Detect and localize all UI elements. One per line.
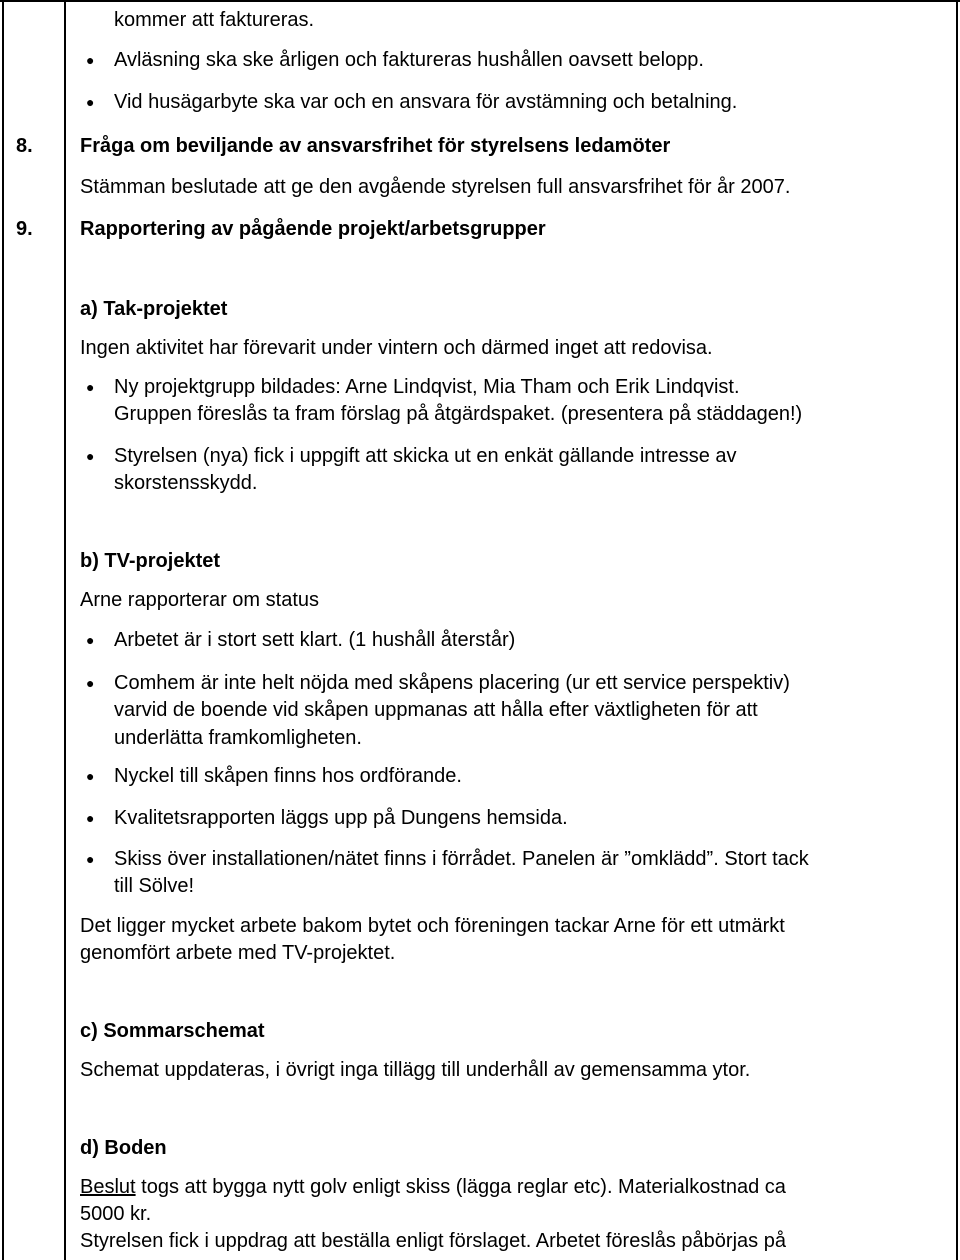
list-item-continued: skorstensskydd.: [114, 472, 258, 494]
paragraph: Det ligger mycket arbete bakom bytet och föreningen tackar Arne för ett utmärkt: [80, 915, 785, 937]
section-title: Fråga om beviljande av ansvarsfrihet för styrelsens ledamöter: [80, 135, 671, 157]
bullet-icon: ●: [86, 810, 95, 826]
paragraph: Ingen aktivitet har förevarit under vintern och därmed inget att redovisa.: [80, 337, 713, 359]
bullet-icon: ●: [86, 94, 95, 110]
paragraph-continued: 5000 kr.: [80, 1203, 152, 1225]
list-item: Styrelsen (nya) fick i uppgift att skicka ut en enkät gällande intresse av: [114, 445, 737, 467]
list-item: Nyckel till skåpen finns hos ordförande.: [114, 765, 462, 787]
table-border-top: [0, 0, 960, 2]
list-item-continued: till Sölve!: [114, 875, 195, 897]
list-item-continued: underlätta framkomligheten.: [114, 727, 362, 749]
list-item: Skiss över installationen/nätet finns i förrådet. Panelen är ”omklädd”. Stort tack: [114, 848, 809, 870]
paragraph: Arne rapporterar om status: [80, 589, 319, 611]
subsection-title: b) TV-projektet: [80, 550, 221, 572]
bullet-icon: ●: [86, 448, 95, 464]
list-item-continued: Gruppen föreslås ta fram förslag på åtgärdspaket. (presentera på städdagen!): [114, 403, 803, 425]
list-item: Kvalitetsrapporten läggs upp på Dungens hemsida.: [114, 807, 568, 829]
bullet-icon: ●: [86, 768, 95, 784]
bullet-icon: ●: [86, 675, 95, 691]
paragraph: [80, 1175, 786, 1199]
paragraph-text: togs att bygga nytt golv enligt skiss (lägga reglar etc). Materialkostnad ca: [135, 1176, 786, 1198]
subsection-title: c) Sommarschemat: [80, 1020, 265, 1042]
list-item: Ny projektgrupp bildades: Arne Lindqvist, Mia Tham och Erik Lindqvist.: [114, 376, 740, 398]
bullet-icon: ●: [86, 379, 95, 395]
text-line: kommer att faktureras.: [114, 9, 315, 31]
table-border-left: [2, 0, 4, 1260]
paragraph: Schemat uppdateras, i övrigt inga tillägg till underhåll av gemensamma ytor.: [80, 1059, 751, 1081]
bullet-icon: ●: [86, 632, 95, 648]
bullet-icon: ●: [86, 52, 95, 68]
subsection-title: a) Tak-projektet: [80, 298, 228, 320]
section-text: Stämman beslutade att ge den avgående styrelsen full ansvarsfrihet för år 2007.: [80, 176, 791, 198]
section-title: Rapportering av pågående projekt/arbetsgrupper: [80, 218, 546, 240]
section-number: 9.: [16, 218, 33, 240]
section-number: 8.: [16, 135, 33, 157]
table-border-right: [956, 0, 958, 1260]
list-item: Arbetet är i stort sett klart. (1 hushåll återstår): [114, 629, 516, 651]
paragraph: Styrelsen fick i uppdrag att beställa enligt förslaget. Arbetet föreslås påbörjas på: [80, 1230, 786, 1252]
paragraph-continued: genomfört arbete med TV-projektet.: [80, 942, 396, 964]
list-item: Comhem är inte helt nöjda med skåpens placering (ur ett service perspektiv): [114, 672, 790, 694]
underlined-word: Beslut: [80, 1176, 136, 1198]
bullet-icon: ●: [86, 851, 95, 867]
list-item: Vid husägarbyte ska var och en ansvara för avstämning och betalning.: [114, 91, 738, 113]
table-column-divider: [64, 0, 66, 1260]
list-item-continued: varvid de boende vid skåpen uppmanas att hålla efter växtligheten för att: [114, 699, 758, 721]
list-item: Avläsning ska ske årligen och faktureras hushållen oavsett belopp.: [114, 49, 704, 71]
subsection-title: d) Boden: [80, 1137, 167, 1159]
